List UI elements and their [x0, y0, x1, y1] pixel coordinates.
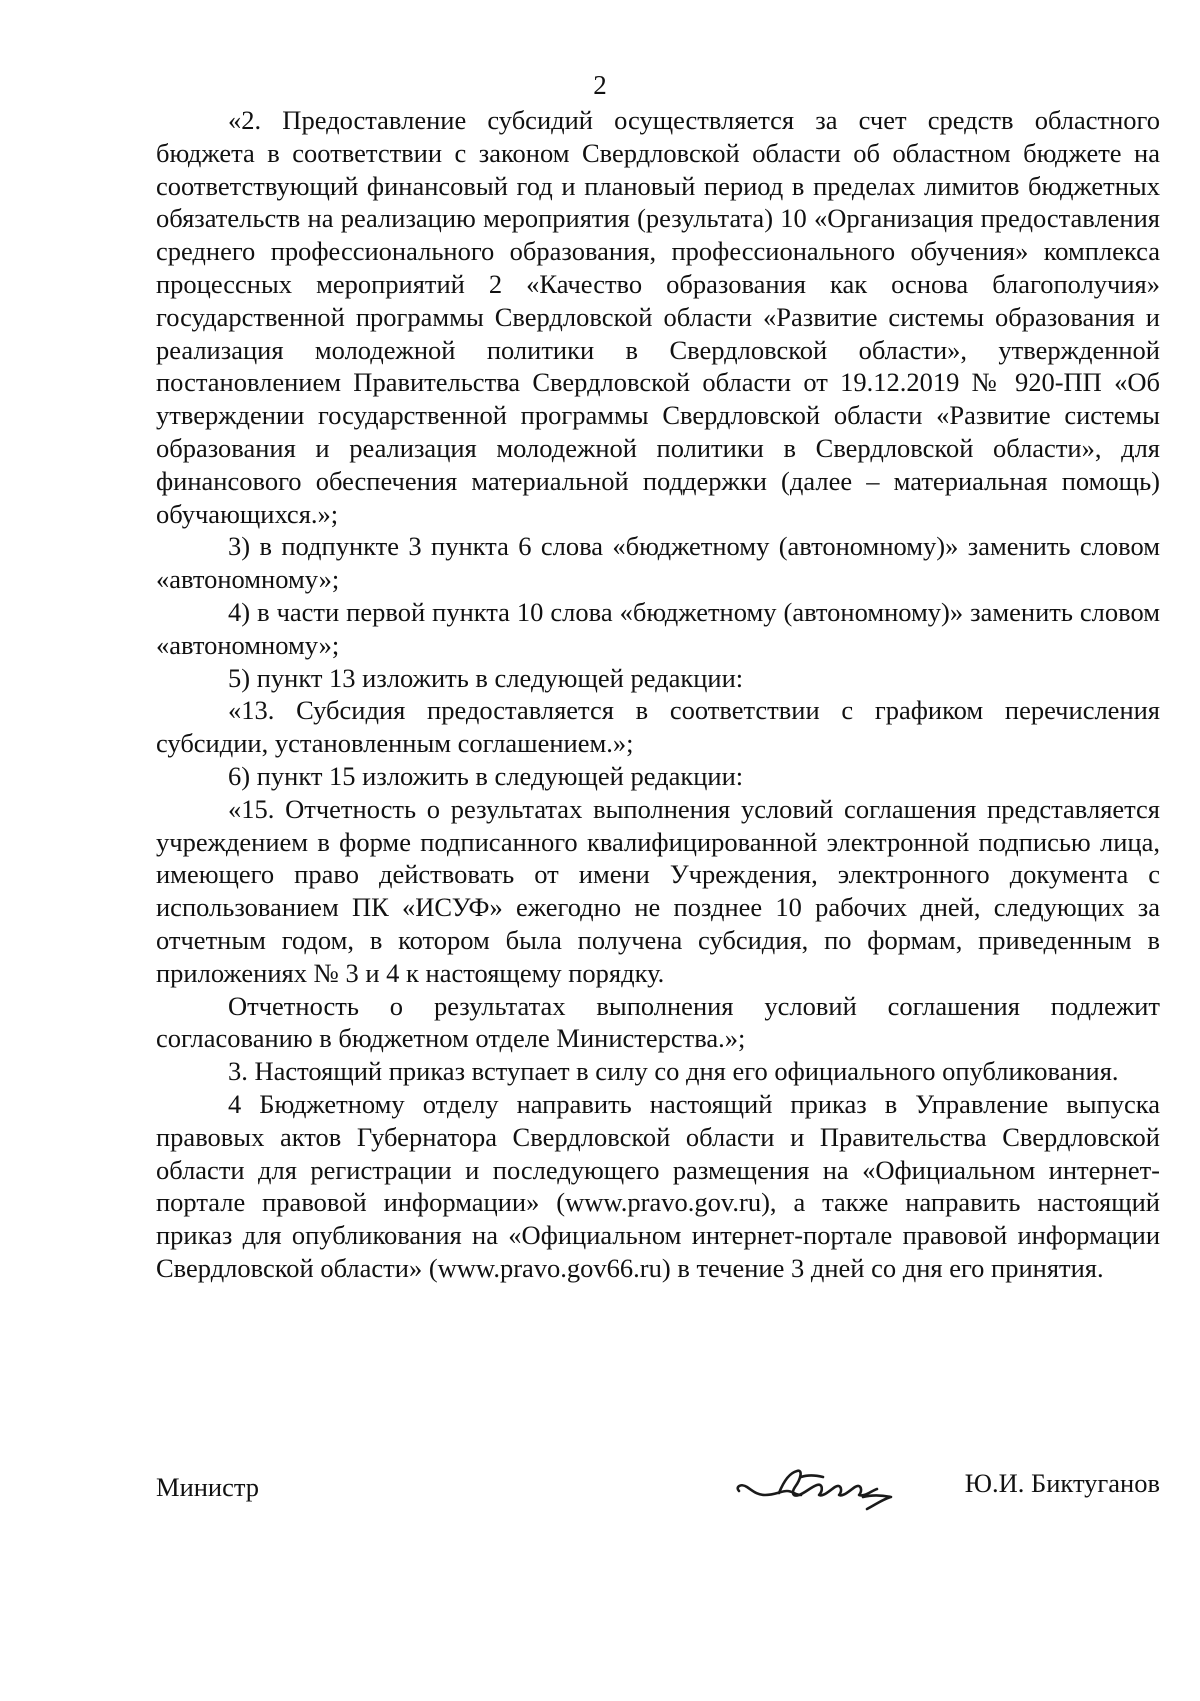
- paragraph-item-2-subsidy-source: «2. Предоставление субсидий осуществляется за счет средств областного бюджета в соответствии с законом Свердловской области об областном бюджете на соответствующий финансовый год и плановый период в пределах лимитов бюджетных обязательств на реализацию мероприятия (результата) 10 «Организация предоставления среднего профессионального образования, профессионального обучения» комплекса процессных мероприятий 2 «Качество образования как основа благополучия» государственной программы Свердловской области «Развитие системы образования и реализация молодежной политики в Свердловской области», утвержденной постановлением Правительства Свердловской области от 19.12.2019 № 920-ПП «Об утверждении государственной программы Свердловской области «Развитие системы образования и реализация молодежной политики в Свердловской области», для финансового обеспечения материальной поддержки (далее – материальная помощь) обучающихся.»;: [156, 105, 1160, 529]
- paragraph-clause-3-effective: 3. Настоящий приказ вступает в силу со дня его официального опубликования.: [228, 1056, 1119, 1087]
- paragraph-subclause-4: 4) в части первой пункта 10 слова «бюджетному (автономному)» заменить словом «автономному»;: [156, 596, 1160, 660]
- paragraph-subclause-6: 6) пункт 15 изложить в следующей редакции:: [228, 760, 744, 791]
- paragraph-subclause-3: 3) в подпункте 3 пункта 6 слова «бюджетному (автономному)» заменить словом «автономному»;: [156, 531, 1160, 595]
- document-body: [156, 104, 1160, 1285]
- paragraph-reporting-approval: Отчетность о результатах выполнения условий соглашения подлежит согласованию в бюджетном отделе Министерства.»;: [156, 990, 1160, 1054]
- signature-block: [156, 1463, 1160, 1523]
- paragraph-item-13: «13. Субсидия предоставляется в соответствии с графиком перечисления субсидии, установленным соглашением.»;: [156, 695, 1160, 759]
- paragraph-subclause-5: 5) пункт 13 изложить в следующей редакции:: [228, 662, 744, 693]
- handwritten-signature-icon: [731, 1457, 911, 1517]
- signatory-position: Министр: [156, 1472, 260, 1502]
- page-number: 2: [593, 70, 607, 100]
- paragraph-clause-4-publication: 4 Бюджетному отделу направить настоящий приказ в Управление выпуска правовых актов Губернатора Свердловской области и Правительства Свердловской области для регистрации и последующего размещения на «Официальном интернет-портале правовой информации» (www.pravo.gov.ru), а также направить настоящий приказ для опубликования на «Официальном интернет-портале правовой информации Свердловской области» (www.pravo.gov66.ru) в течение 3 дней со дня его принятия.: [156, 1088, 1160, 1283]
- signatory-name: Ю.И. Биктуганов: [964, 1468, 1160, 1498]
- paragraph-item-15: «15. Отчетность о результатах выполнения условий соглашения представляется учреждением в форме подписанного квалифицированной электронной подписью лица, имеющего право действовать от имени Учреждения, электронного документа с использованием ПК «ИСУФ» ежегодно не позднее 10 рабочих дней, следующих за отчетным годом, в котором была получена субсидия, по формам, приведенным в приложениях № 3 и 4 к настоящему порядку.: [156, 793, 1160, 988]
